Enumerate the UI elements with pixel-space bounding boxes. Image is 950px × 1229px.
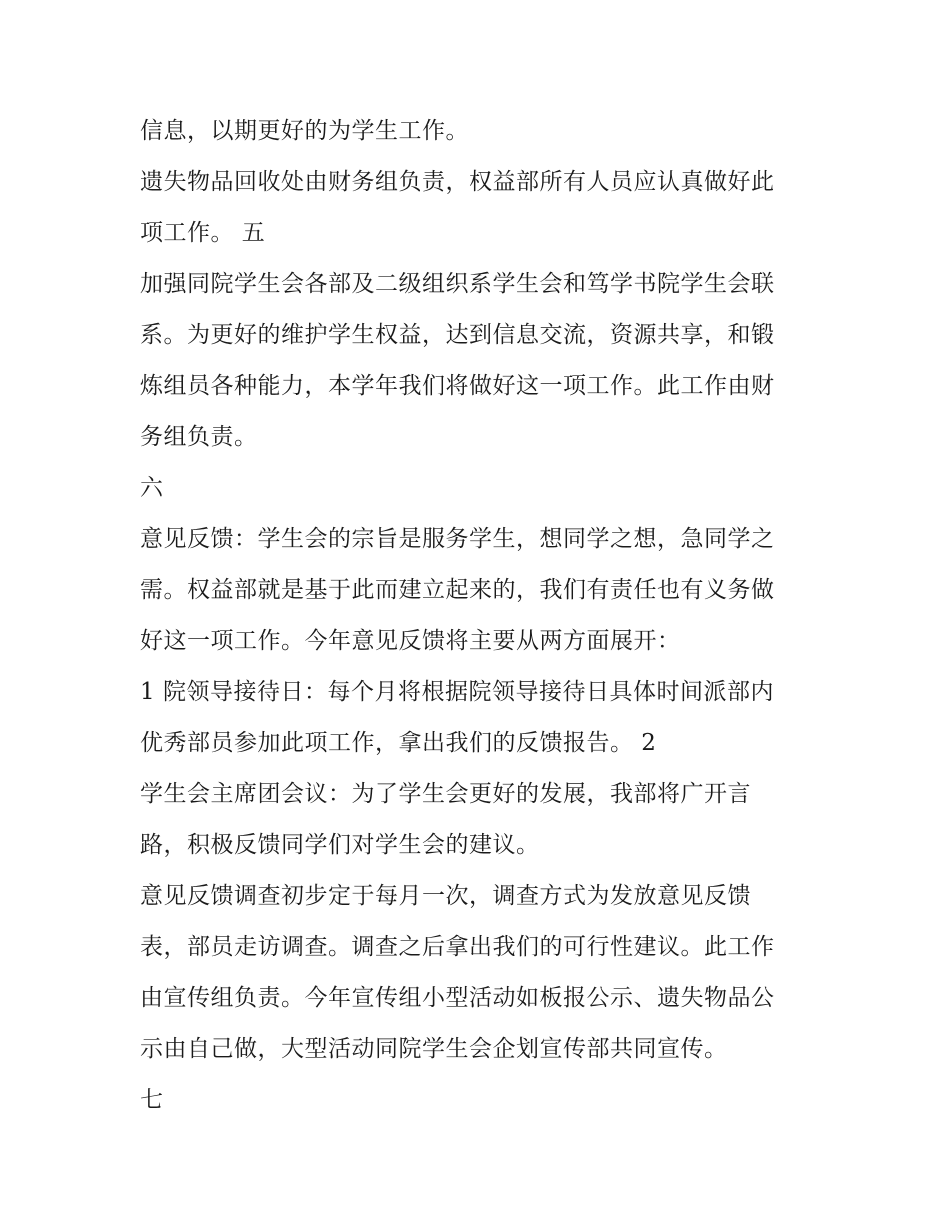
section-heading: 六 bbox=[140, 475, 164, 501]
text-line: 意见反馈调查初步定于每月一次，调查方式为发放意见反馈 bbox=[140, 883, 751, 909]
text-line: 项工作。 五 bbox=[140, 220, 266, 246]
text-line: 示由自己做，大型活动同院学生会企划宣传部共同宣传。 bbox=[140, 1036, 728, 1062]
text-line: 需。权益部就是基于此而建立起来的，我们有责任也有义务做 bbox=[140, 577, 775, 603]
text-line: 学生会主席团会议：为了学生会更好的发展，我部将广开言 bbox=[140, 781, 751, 807]
text-line: 炼组员各种能力，本学年我们将做好这一项工作。此工作由财 bbox=[140, 373, 775, 399]
text-line: 1 院领导接待日：每个月将根据院领导接待日具体时间派部内 bbox=[140, 679, 774, 705]
text-line: 路，积极反馈同学们对学生会的建议。 bbox=[140, 832, 540, 858]
text-line: 系。为更好的维护学生权益，达到信息交流，资源共享，和锻 bbox=[140, 322, 775, 348]
text-line: 优秀部员参加此项工作，拿出我们的反馈报告。 2 bbox=[140, 730, 657, 756]
text-line: 信息，以期更好的为学生工作。 bbox=[140, 118, 469, 144]
text-line: 由宣传组负责。今年宣传组小型活动如板报公示、遗失物品公 bbox=[140, 985, 775, 1011]
text-line: 遗失物品回收处由财务组负责，权益部所有人员应认真做好此 bbox=[140, 169, 775, 195]
text-line: 加强同院学生会各部及二级组织系学生会和笃学书院学生会联 bbox=[140, 271, 775, 297]
text-line: 好这一项工作。今年意见反馈将主要从两方面展开： bbox=[140, 628, 681, 654]
text-line: 务组负责。 bbox=[140, 424, 258, 450]
section-heading: 七 bbox=[140, 1087, 164, 1113]
text-line: 表，部员走访调查。调查之后拿出我们的可行性建议。此工作 bbox=[140, 934, 775, 960]
document-body bbox=[140, 106, 820, 1126]
text-line: 意见反馈：学生会的宗旨是服务学生，想同学之想，急同学之 bbox=[140, 526, 775, 552]
